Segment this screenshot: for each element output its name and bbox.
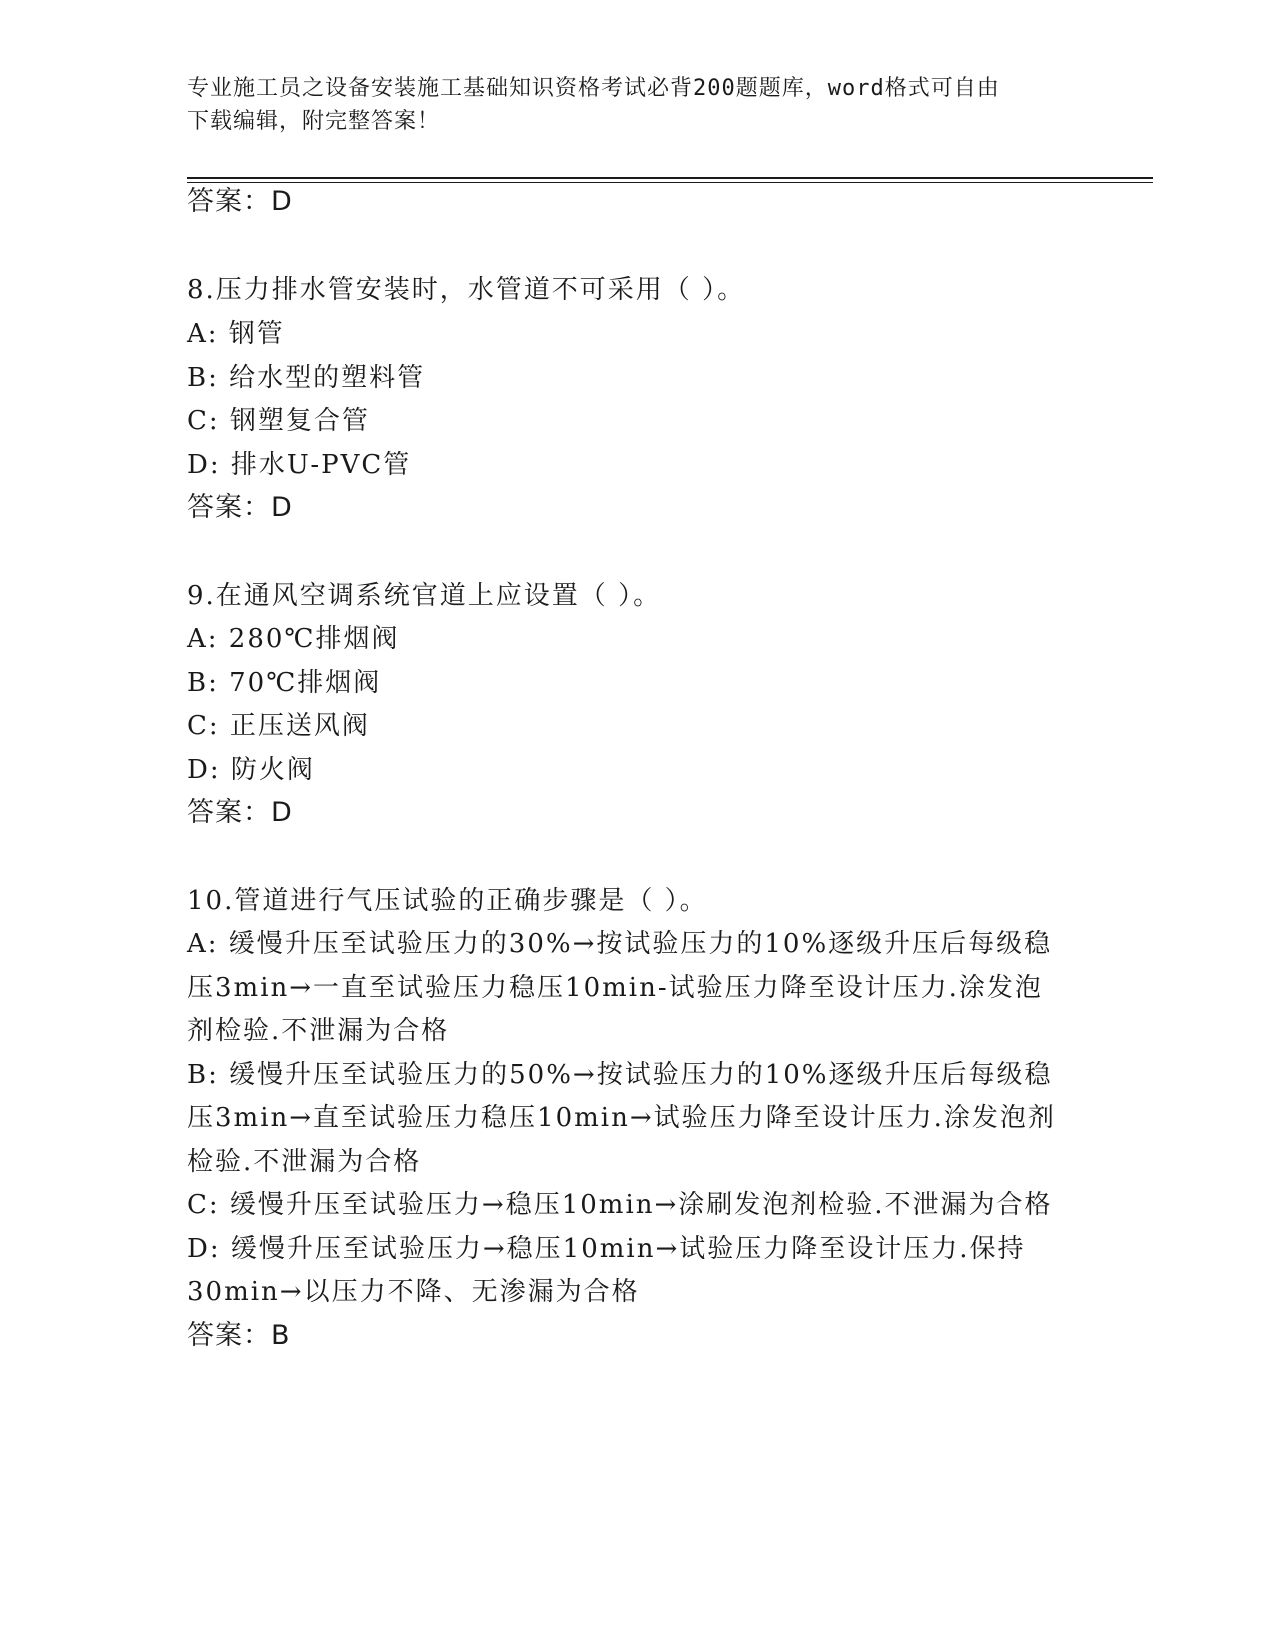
question-9-answer: 答案：D — [187, 797, 293, 828]
question-10-option-d-line-1: D: 缓慢升压至试验压力→稳压10min→试验压力降至设计压力.保持 — [187, 1234, 1026, 1264]
question-10-answer: 答案：B — [187, 1320, 291, 1351]
header-line-2: 下载编辑，附完整答案！ — [187, 109, 441, 134]
question-8-stem: 8.压力排水管安装时，水管道不可采用（ ）。 — [187, 275, 746, 305]
question-9-option-c: C: 正压送风阀 — [187, 711, 370, 741]
question-10-stem: 10.管道进行气压试验的正确步骤是（ ）。 — [187, 886, 708, 916]
question-10-option-b-line-2: 压3min→直至试验压力稳压10min→试验压力降至设计压力.涂发泡剂 — [187, 1103, 1056, 1133]
question-9-option-a: A: 280℃排烟阀 — [187, 624, 400, 654]
question-9-stem: 9.在通风空调系统官道上应设置（ ）。 — [187, 581, 662, 611]
document-header — [187, 72, 1067, 138]
question-10-option-b-line-1: B: 缓慢升压至试验压力的50%→按试验压力的10%逐级升压后每级稳 — [187, 1060, 1053, 1090]
question-10-option-a-line-2: 压3min→一直至试验压力稳压10min-试验压力降至设计压力.涂发泡 — [187, 973, 1043, 1003]
question-10-option-c: C: 缓慢升压至试验压力→稳压10min→涂刷发泡剂检验.不泄漏为合格 — [187, 1190, 1053, 1220]
question-9-option-b: B: 70℃排烟阀 — [187, 668, 382, 698]
question-10-option-d-line-2: 30min→以压力不降、无渗漏为合格 — [187, 1277, 640, 1307]
question-8-answer: 答案：D — [187, 492, 293, 523]
question-8-option-c: C: 钢塑复合管 — [187, 406, 370, 436]
question-8-option-a: A: 钢管 — [187, 319, 285, 349]
question-8-option-d: D: 排水U-PVC管 — [187, 450, 412, 480]
question-10-option-a-line-1: A: 缓慢升压至试验压力的30%→按试验压力的10%逐级升压后每级稳 — [187, 929, 1053, 959]
previous-answer: 答案：D — [187, 186, 293, 217]
question-8-option-b: B: 给水型的塑料管 — [187, 363, 426, 393]
header-line-1: 专业施工员之设备安装施工基础知识资格考试必背200题题库，word格式可自由 — [187, 76, 1000, 101]
question-9-option-d: D: 防火阀 — [187, 755, 315, 785]
question-10-option-b-line-3: 检验.不泄漏为合格 — [187, 1147, 422, 1177]
header-divider-thin — [187, 182, 1153, 183]
header-divider-thick — [187, 177, 1153, 179]
question-10-option-a-line-3: 剂检验.不泄漏为合格 — [187, 1016, 450, 1046]
